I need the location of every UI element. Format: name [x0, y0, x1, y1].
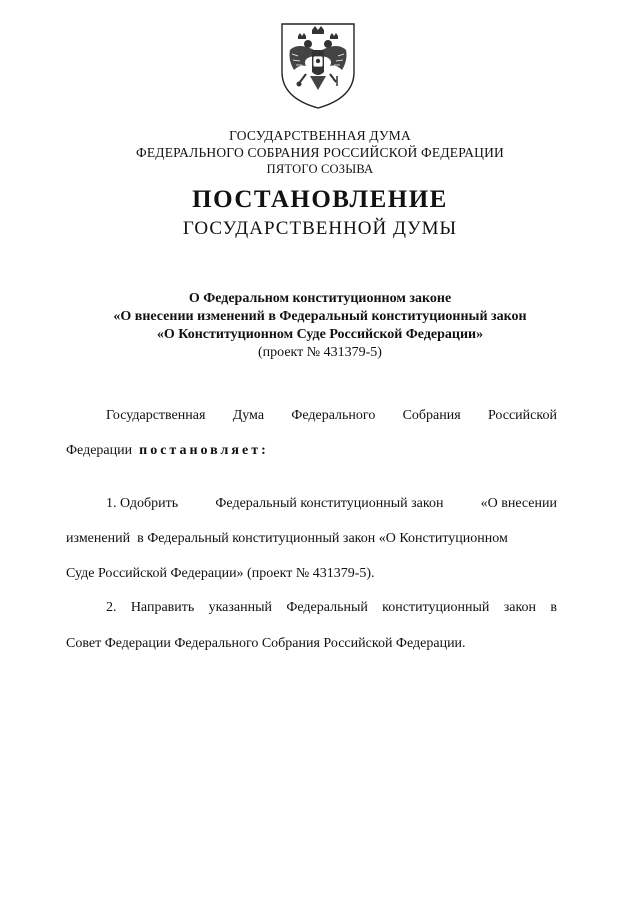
item2-line-2: Совет Федерации Федерального Собрания Российской Федерации.: [66, 636, 466, 651]
intro-line-1: [106, 408, 557, 424]
intro-word: Российской: [487, 408, 557, 423]
item1-line-1: [106, 496, 557, 512]
about-line-1: О Федеральном конституционном законе: [188, 291, 452, 306]
item1-line-2: изменений в Федеральный конституционный закон «О Конституционном: [66, 531, 508, 546]
item1-word: 1. Одобрить: [106, 496, 179, 511]
about-line-2: «О внесении изменений в Федеральный конституционный закон: [113, 309, 527, 324]
item2-line-1: [106, 600, 557, 616]
intro-word: Федерального: [291, 408, 376, 423]
document-subtitle: ГОСУДАРСТВЕННОЙ ДУМЫ: [182, 218, 458, 239]
header-line-duma: ГОСУДАРСТВЕННАЯ ДУМА: [229, 128, 411, 143]
resolves-word: постановляет:: [139, 443, 269, 458]
intro-word: Государственная: [106, 408, 206, 423]
project-number: (проект № 431379-5): [258, 345, 382, 360]
intro-word: Дума: [232, 408, 265, 423]
intro-word: Федерации: [66, 443, 133, 458]
document-title: ПОСТАНОВЛЕНИЕ: [192, 186, 448, 213]
header-line-federal-assembly: ФЕДЕРАЛЬНОГО СОБРАНИЯ РОССИЙСКОЙ ФЕДЕРАЦИИ: [136, 145, 504, 160]
item2-word: Федеральный: [286, 600, 368, 615]
about-line-3: «О Конституционном Суде Российской Федерации»: [156, 327, 484, 342]
item1-word: «О внесении: [480, 496, 557, 511]
item1-line-3: Суде Российской Федерации» (проект № 431379-5).: [66, 566, 375, 581]
item2-word: в: [550, 600, 557, 615]
item2-word: конституционный: [382, 600, 490, 615]
header-line-convocation: ПЯТОГО СОЗЫВА: [266, 162, 374, 176]
intro-line-2: [66, 443, 269, 459]
item2-word: указанный: [208, 600, 273, 615]
item2-word: Направить: [130, 600, 195, 615]
item2-word: закон: [503, 600, 537, 615]
item2-word: 2.: [106, 600, 117, 615]
item1-word: Федеральный конституционный закон: [215, 496, 444, 511]
coat-of-arms-emblem: [276, 20, 360, 110]
intro-word: Собрания: [402, 408, 461, 423]
